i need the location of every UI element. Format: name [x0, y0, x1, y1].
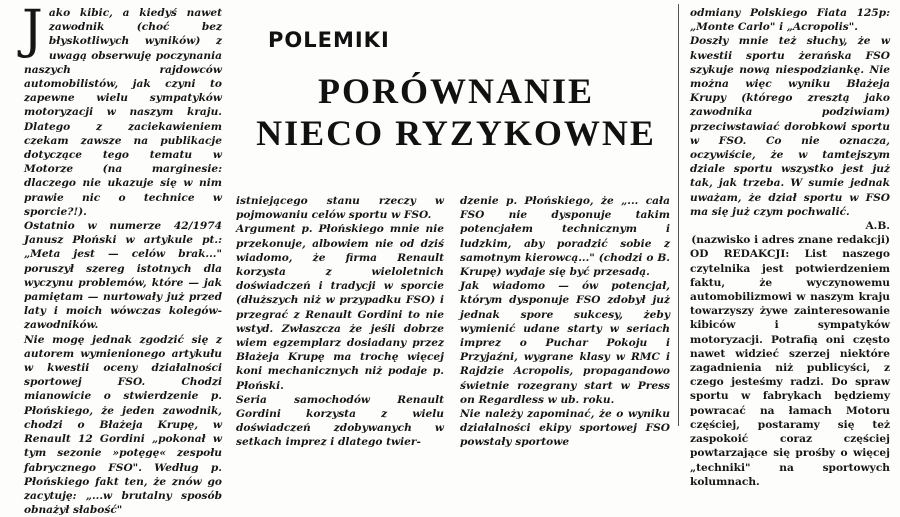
paragraph: Jak wiadomo — ów potencjał, którym dysponuje FSO zdobył już jednak spore sukcesy, żeby wymienić udane starty w seriach imprez o Puchar Pokoju i Przyjaźni, wygrane klasy w RMC i Rajdzie Acropolis, propagandowo świetnie rozegrany start w Press on Regardless w ub. roku.	[460, 280, 670, 406]
article-headline	[246, 70, 666, 154]
paragraph: Doszły mnie też słuchy, że w kwestii sportu żerańska FSO szykuje nową niespodziankę. Nie można więc wyniku Błażeja Krupy (którego zresztą jako zawodnika podziwiam) przeciwstawiać dorobkowi sportu w FSO. Co nie oznacza, oczywiście, że w tamtejszym dziale sportu wszystko jest już tak, jak trzeba. W sumie jednak uważam, że dział sportu w FSO ma się już czym pochwalić.	[690, 35, 890, 218]
paragraph: odmiany Polskiego Fiata 125p: „Monte Carlo" i „Acropolis".	[690, 7, 890, 34]
headline-line-1: PORÓWNANIE	[317, 71, 594, 111]
paragraph: Nie należy zapominać, że o wyniku działalności ekipy sportowej FSO powstały sportowe	[460, 408, 670, 449]
editor-note-heading: OD REDAKCJI:	[690, 248, 790, 261]
article-column-3	[460, 194, 670, 449]
article-column-4	[690, 6, 891, 488]
column-divider	[678, 4, 679, 426]
paragraph: Nie mogę jednak zgodzić się z autorem wymienionego artykułu w kwestii oceny działalności sportowej FSO. Chodzi mianowicie o stwierdzenie p. Płońskiego, że jeden zawodnik, chodzi o Błażeja Krupę, w Renault 12 Gordini „pokonał w tym sezonie »potęgę« zespołu fabrycznego FSO". Według p. Płońskiego fakt ten, że znów go zacytuję: „...w brutalny sposób obnażył słabość"	[24, 333, 222, 517]
paragraph: Ostatnio w numerze 42/1974 Janusz Płoński w artykule pt.: „Meta jest — celów brak..." poruszył szereg istotnych dla wyczynu problemów, które — jak pamiętam — nurtowały już przed laty i moich wówczas kolegów-zawodników.	[24, 220, 222, 332]
section-rubric: POLEMIKI	[268, 28, 390, 52]
author-note: (nazwisko i adres znane redakcji)	[691, 234, 890, 247]
author-initials: A.B.	[865, 220, 890, 233]
drop-cap: J	[22, 0, 43, 60]
paragraph: ako kibic, a kiedyś nawet zawodnik (choć bez błyskotliwych wyników) z uwagą obserwuję poczynania naszych rajdowców automobilistów, jak czyni to zapewne wielu sympatyków motoryzacji w naszym kraju. Dlatego z zaciekawieniem czekam zawsze na publikacje dotyczące tego tematu w Motorze (na marginesie: dlaczego nie ukazuje się w nim prawie nic o technice w sporcie?!).	[24, 7, 222, 218]
paragraph: Argument p. Płońskiego mnie nie przekonuje, albowiem nie od dziś wiadomo, że firma Renault korzysta z wieloletnich doświadczeń i tradycji w sporcie (dłuższych niż w przypadku FSO) i przegrać z Renault Gordini to nie wstyd. Zwłaszcza że jeśli dobrze wiem egzemplarz dosiadany przez Błażeja Krupę ma trochę więcej koni mechanicznych niż podaje p. Płoński.	[236, 223, 444, 392]
paragraph: dzenie p. Płońskiego, że „... cała FSO nie dysponuje takim potencjałem technicznym i ludzkim, aby poradzić sobie z samotnym kierowcą..." (chodzi o B. Krupę) wydaje się być przesadą.	[460, 195, 670, 279]
editor-note-text: List naszego czytelnika jest potwierdzeniem faktu, że wyczynowemu automobilizmowi w naszym kraju towarzyszy żywe zainteresowanie kibiców i sympatyków motoryzacji. Potrafią oni często nawet widzieć szerzej niektóre zagadnienia niż publicyści, z czego jesteśmy radzi. Do spraw sportu w fabrykach będziemy powracać na łamach Motoru częściej, postaramy się też zaspokoić coraz częściej powtarzające się prośby o więcej „techniki" na sportowych kolumnach.	[690, 248, 891, 488]
editor-note	[690, 247, 890, 488]
paragraph: Seria samochodów Renault Gordini korzysta z wielu doświadczeń zdobywanych w setkach imprez i dlatego twier-	[236, 393, 444, 449]
paragraph: istniejącego stanu rzeczy w pojmowaniu celów sportu w FSO.	[236, 195, 444, 222]
headline-line-2: NIECO RYZYKOWNE	[256, 113, 656, 153]
article-column-2	[236, 194, 444, 449]
article-column-1	[22, 0, 222, 517]
